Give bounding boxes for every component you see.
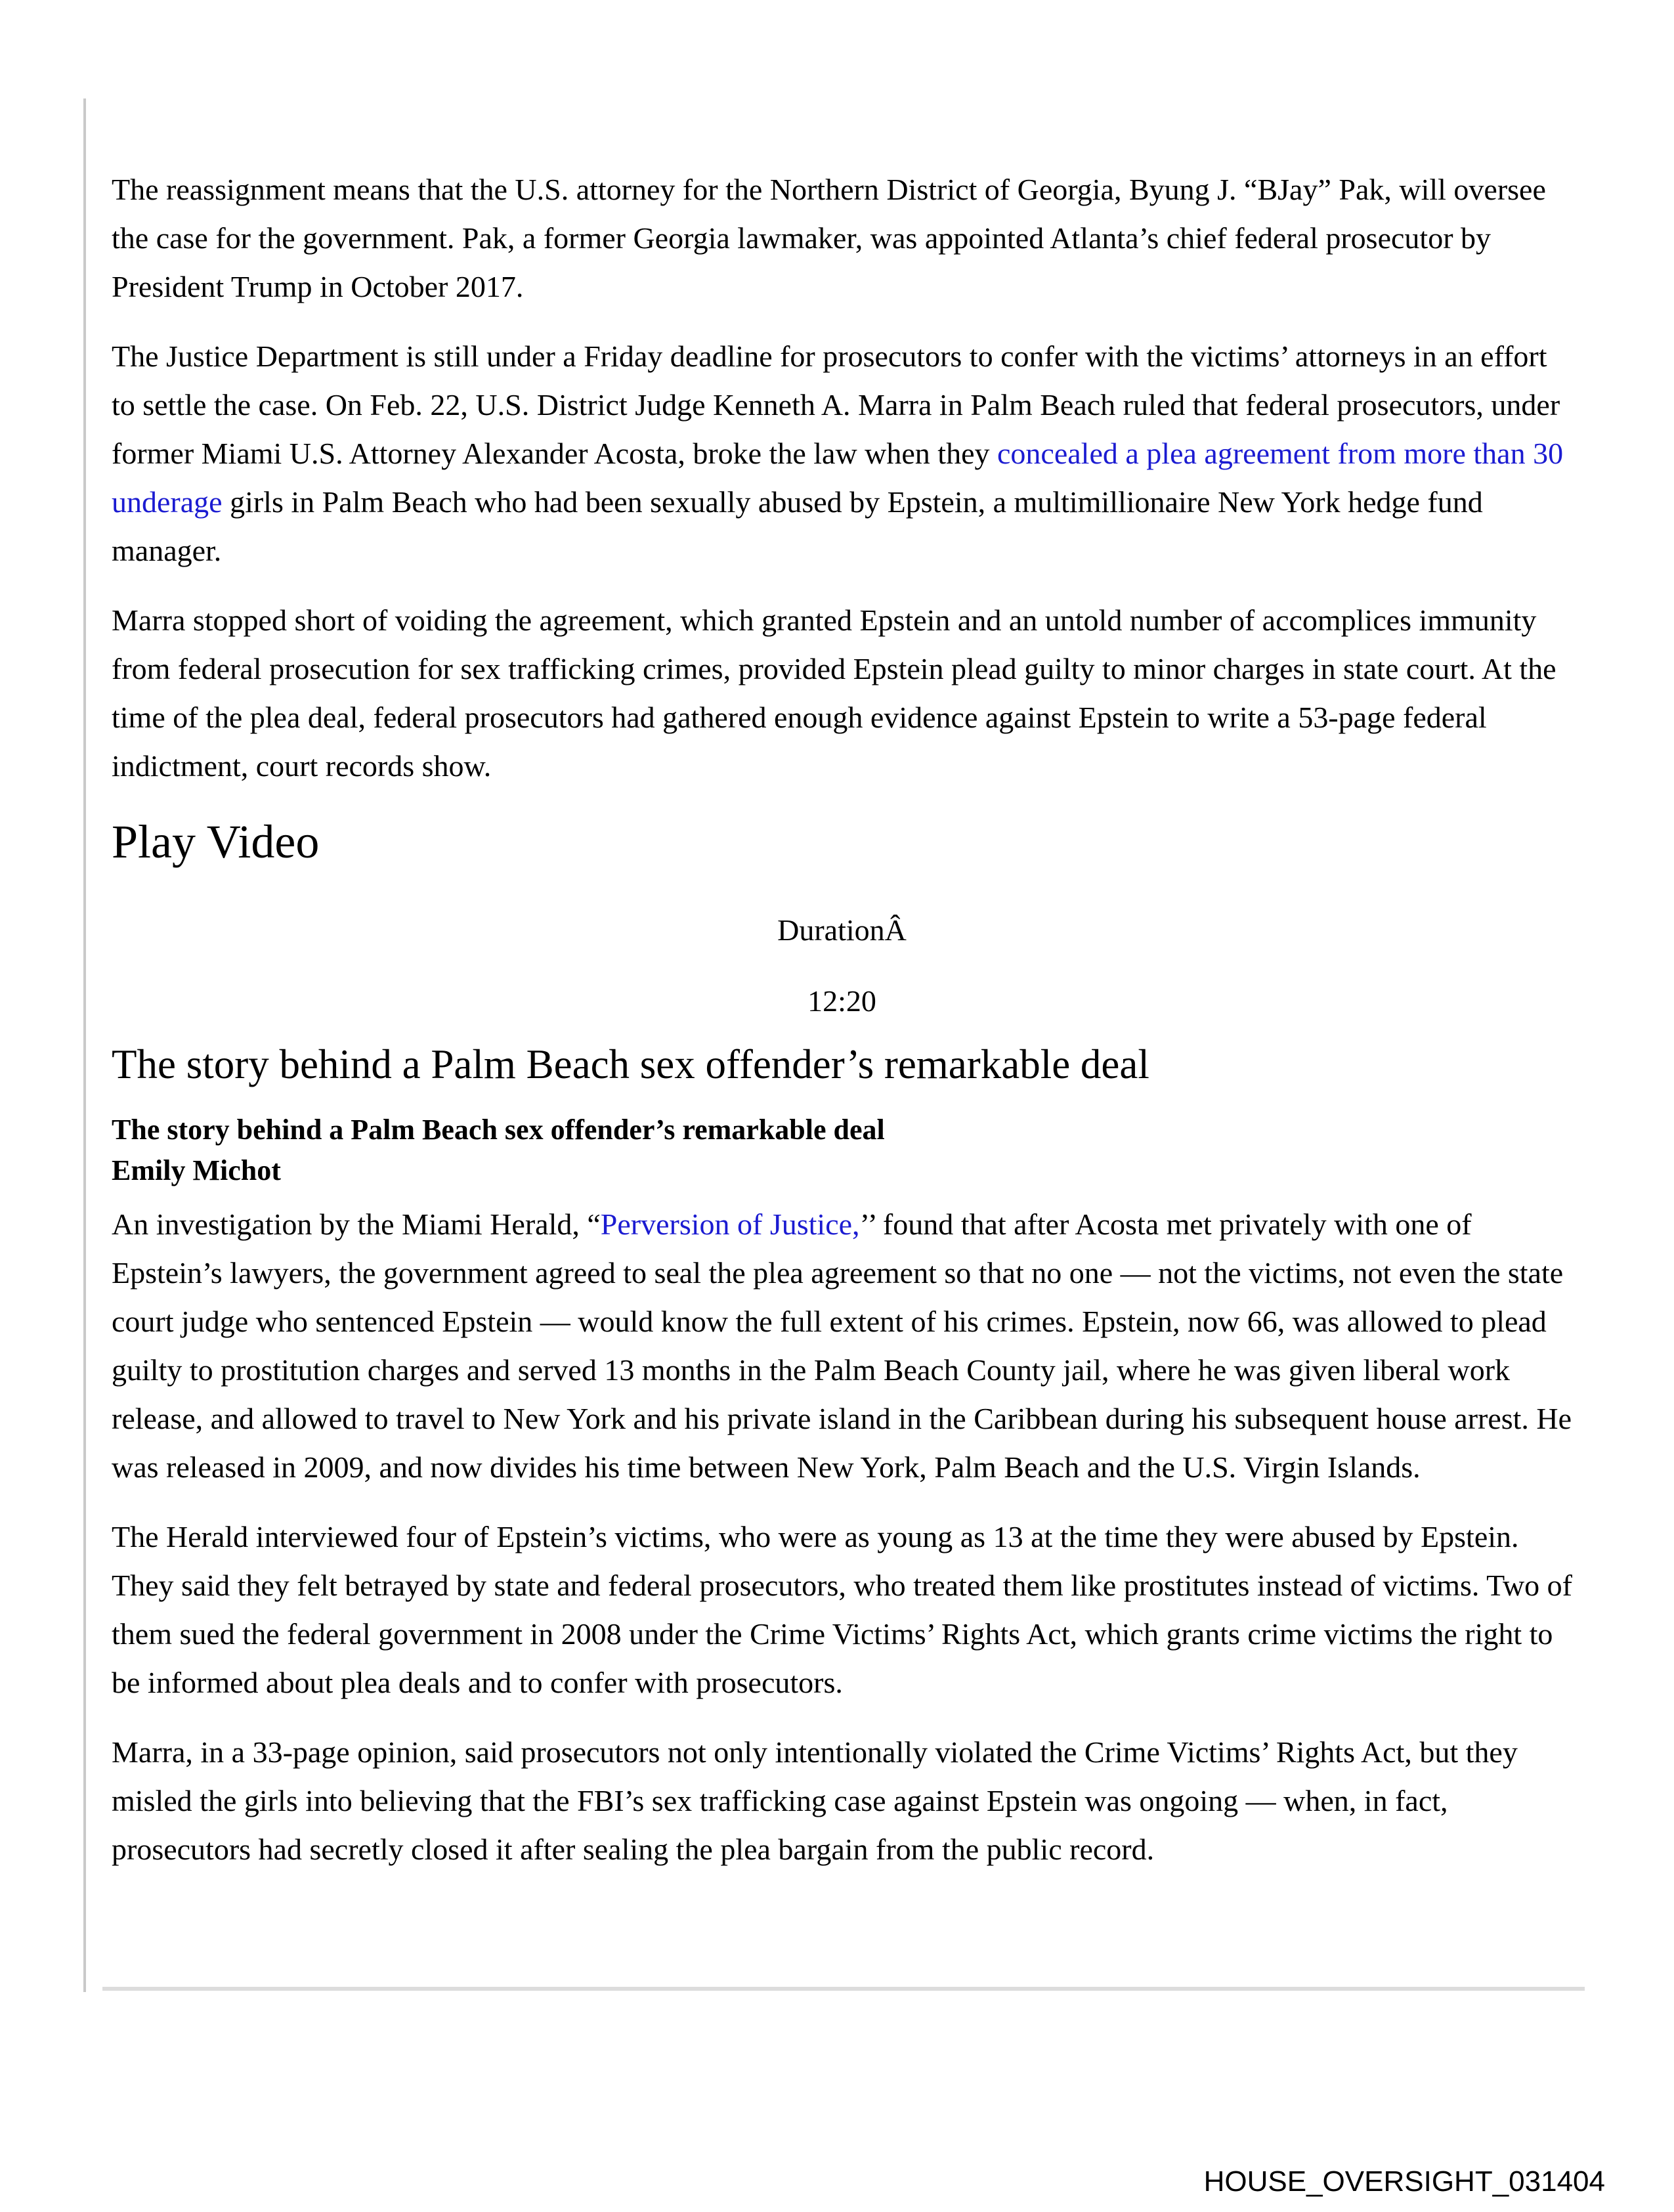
footer-divider — [102, 1987, 1585, 1991]
article-paragraph — [112, 1513, 1572, 1707]
article-body — [112, 165, 1572, 1895]
text-run: girls in Palm Beach who had been sexually abused by Epstein, a multimillionaire New York hedge fund manager. — [112, 485, 1483, 567]
article-paragraph — [112, 165, 1572, 311]
video-headline: The story behind a Palm Beach sex offender’s remarkable deal — [112, 1041, 1149, 1087]
article-paragraph — [112, 596, 1572, 791]
left-margin-rule — [83, 98, 86, 1992]
text-run: Marra, in a 33-page opinion, said prosecutors not only intentionally violated the Crime Victims’ Rights Act, but they misled the girls into believing that the FBI’s sex trafficking case against Epstein was ongoing — when, in fact, prosecutors had secretly closed it after sealing the plea bargain from the public record. — [112, 1735, 1518, 1866]
article-paragraph — [112, 1200, 1572, 1492]
text-run: The reassignment means that the U.S. attorney for the Northern District of Georgia, Byung J. “BJay” Pak, will oversee the case for the government. Pak, a former Georgia lawmaker, was appointed Atlanta’s chief federal prosecutor by President Trump in October 2017. — [112, 173, 1546, 303]
bates-number: HOUSE_OVERSIGHT_031404 — [1203, 2165, 1605, 2198]
article-paragraph — [112, 1728, 1572, 1874]
video-duration-value: 12:20 — [807, 984, 876, 1018]
text-run: The Herald interviewed four of Epstein’s victims, who were as young as 13 at the time they were abused by Epstein. They said they felt betrayed by state and federal prosecutors, who treated them like prostitutes instead of victims. Two of them sued the federal government in 2008 under the Crime Victims’ Rights Act, which grants crime victims the right to be informed about plea deals and to confer with prosecutors. — [112, 1520, 1573, 1699]
video-duration-label: DurationÂ — [777, 913, 907, 947]
text-run: An investigation by the Miami Herald, “ — [112, 1207, 601, 1241]
article-paragraph — [112, 332, 1572, 575]
video-caption-title: The story behind a Palm Beach sex offender’s remarkable deal — [112, 1114, 885, 1146]
article-link[interactable]: Perversion of Justice, — [600, 1207, 860, 1241]
text-run: Marra stopped short of voiding the agreement, which granted Epstein and an untold number of accomplices immunity from federal prosecution for sex trafficking crimes, provided Epstein plead guilty to minor charges in state court. At the time of the plea deal, federal prosecutors had gathered enough evidence against Epstein to write a 53-page federal indictment, court records show. — [112, 603, 1556, 783]
text-run: ’’ found that after Acosta met privately with one of Epstein’s lawyers, the government agreed to seal the plea agreement so that no one — not the victims, not even the state court judge who sentenced Epstein — would know the full extent of his crimes. Epstein, now 66, was allowed to plead guilty to prostitution charges and served 13 months in the Palm Beach County jail, where he was given liberal work release, and allowed to travel to New York and his private island in the Caribbean during his subsequent house arrest. He was released in 2009, and now divides his time between New York, Palm Beach and the U.S. Virgin Islands. — [112, 1207, 1572, 1484]
play-video-button[interactable]: Play Video — [112, 815, 320, 868]
text-run: The Justice Department is still under a Friday deadline for prosecutors to confer with the victims’ attorneys in an effort to settle the case. On Feb. 22, U.S. District Judge Kenneth A. Marra in Palm Beach ruled that federal prosecutors, under former Miami U.S. Attorney Alexander Acosta, broke the law when they — [112, 339, 1560, 470]
article-link[interactable]: concealed a plea agreement from more than 30 underage — [112, 437, 1564, 519]
video-byline: Emily Michot — [112, 1154, 281, 1186]
